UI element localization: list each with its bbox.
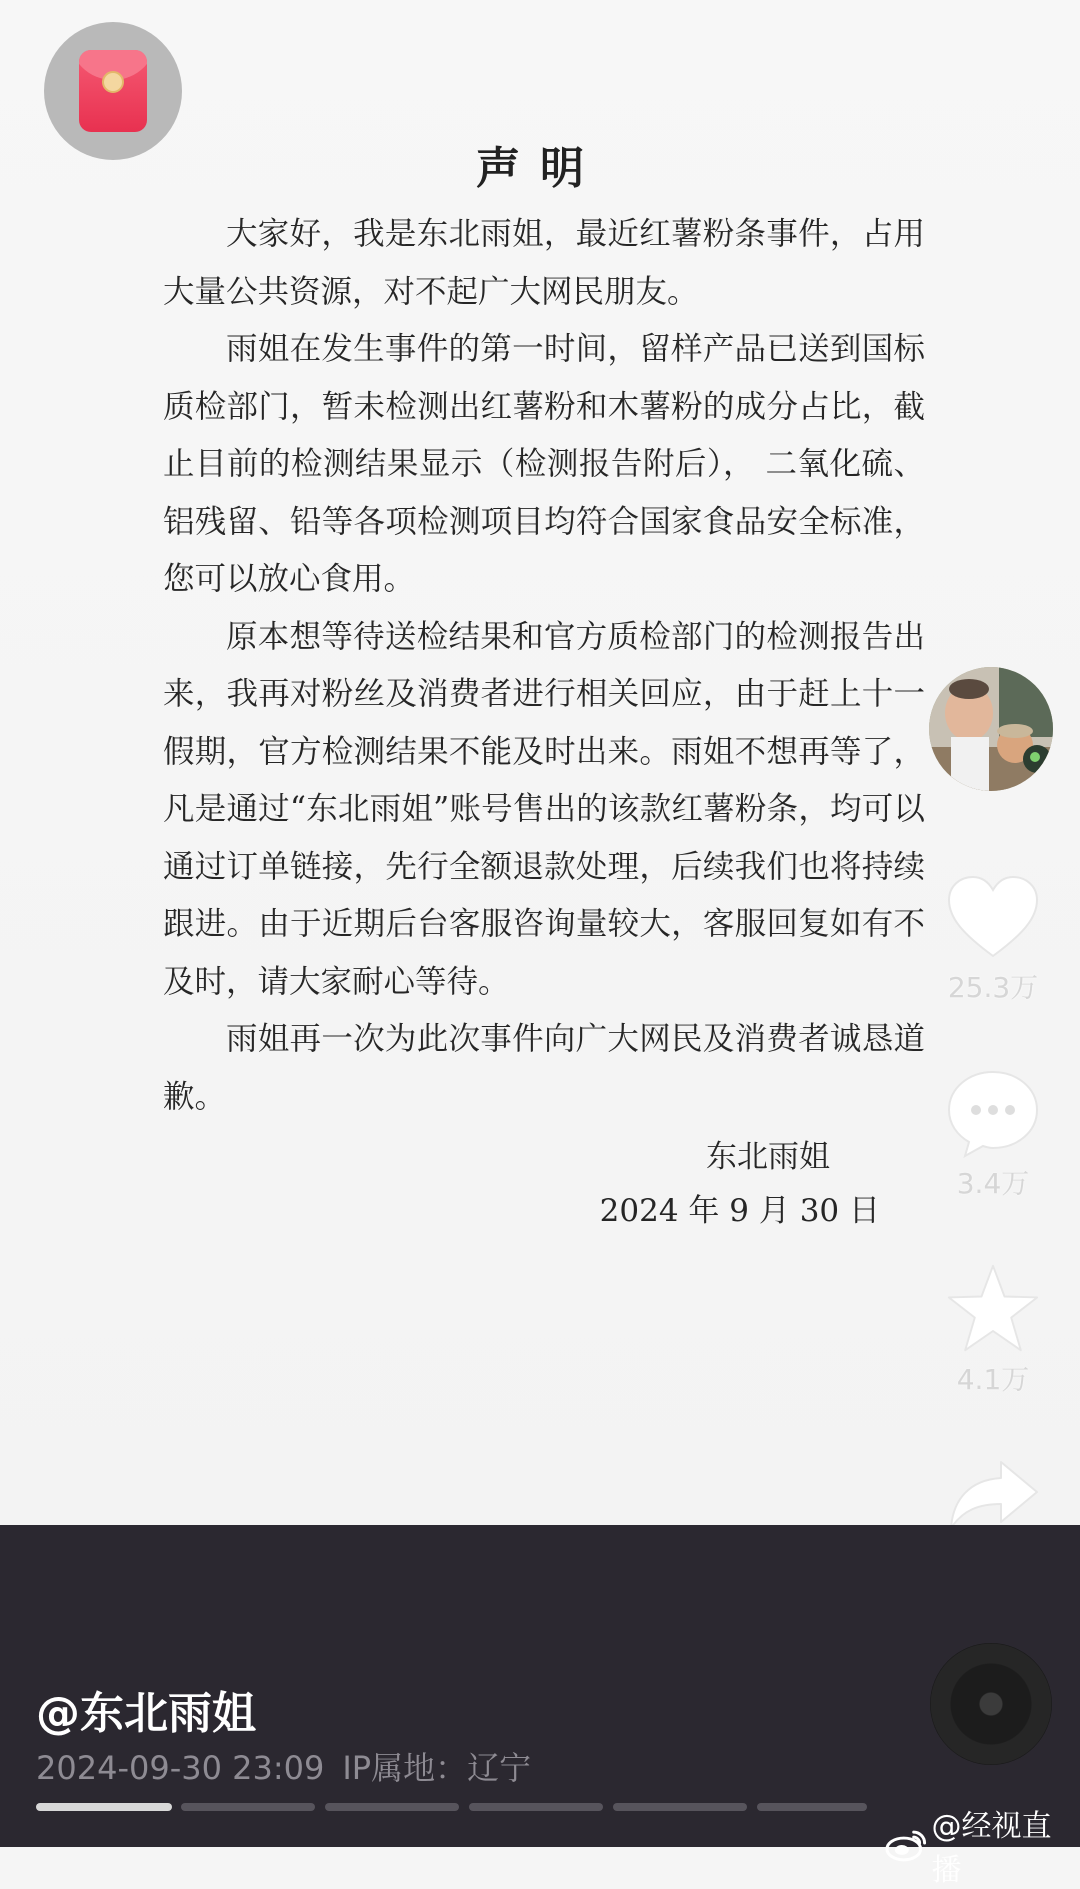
statement-paragraph: 大家好，我是东北雨姐，最近红薯粉条事件，占用大量公共资源，对不起广大网民朋友。 [163, 216, 925, 310]
comment-count: 3.4万 [956, 1167, 1030, 1200]
ip-location: IP属地：辽宁 [342, 1749, 532, 1787]
weibo-logo-icon [884, 1828, 928, 1862]
post-meta [36, 1743, 531, 1789]
favorite-count: 4.1万 [956, 1363, 1030, 1396]
progress-segment[interactable] [36, 1803, 172, 1811]
signature-date: 2024 年 9 月 30 日 [599, 1193, 880, 1229]
statement-paragraph: 雨姐在发生事件的第一时间，留样产品已送到国标质检部门，暂未检测出红薯粉和木薯粉的成分占比，截止目前的检测结果显示（检测报告附后）， 二氧化硫、铝残留、铅等各项检测项目均符合国家食品安全标准，您可以放心食用。 [163, 331, 925, 597]
statement-signature-block [600, 1130, 880, 1238]
progress-segment[interactable] [469, 1803, 603, 1811]
red-packet-icon [79, 50, 147, 132]
author-handle[interactable]: @东北雨姐 [36, 1688, 256, 1739]
watermark [884, 1801, 1080, 1889]
like-count: 25.3万 [947, 971, 1039, 1004]
statement-paragraph: 原本想等待送检结果和官方质检部门的检测报告出来，我再对粉丝及消费者进行相关回应，由于赶上十一假期，官方检测结果不能及时出来。雨姐不想再等了，凡是通过“东北雨姐”账号售出的该款红薯粉条，均可以通过订单链接，先行全额退款处理，后续我们也将持续跟进。由于近期后台客服咨询量较大，客服回复如有不及时，请大家耐心等待。 [163, 618, 925, 1000]
comment-bubble-icon [943, 1066, 1043, 1158]
like-button[interactable] [928, 872, 1058, 1006]
progress-segment[interactable] [613, 1803, 747, 1811]
signature-name: 东北雨姐 [706, 1139, 830, 1175]
progress-segment[interactable] [757, 1803, 867, 1811]
post-datetime: 2024-09-30 23:09 [36, 1749, 325, 1787]
watermark-text: @经视直播 [931, 1809, 1052, 1888]
statement-body [163, 206, 925, 1126]
progress-segment[interactable] [325, 1803, 459, 1811]
heart-icon [943, 872, 1043, 962]
statement-title: 声明 [476, 143, 604, 194]
favorite-button[interactable] [928, 1262, 1058, 1398]
comment-button[interactable] [928, 1066, 1058, 1202]
author-avatar[interactable] [929, 667, 1053, 791]
share-arrow-icon [945, 1458, 1041, 1532]
progress-segment[interactable] [181, 1803, 315, 1811]
star-icon [945, 1262, 1041, 1354]
statement-paragraph: 雨姐再一次为此次事件向广大网民及消费者诚恳道歉。 [163, 1021, 925, 1115]
music-disc-icon[interactable] [930, 1643, 1052, 1765]
